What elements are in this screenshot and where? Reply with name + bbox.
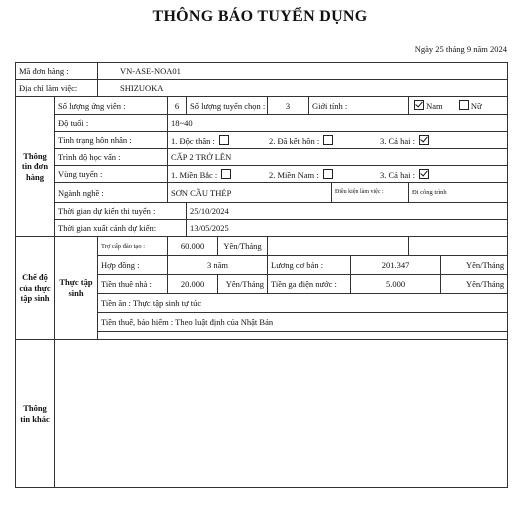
region-both-label: 3. Cả hai :: [380, 169, 415, 180]
region-north-checkbox[interactable]: [221, 169, 231, 179]
contract-value: 3 năm: [168, 256, 268, 275]
departure-date-value: 13/05/2025: [187, 220, 508, 237]
training-empty-2: [409, 237, 508, 256]
training-allowance-label: Trợ cấp đào tạo :: [98, 237, 168, 256]
region-row: [16, 166, 508, 183]
utilities-unit: Yên/Tháng: [441, 275, 508, 294]
section-benefits: Chế độ của thực tập sinh: [16, 237, 55, 340]
age-value: 18~40: [168, 115, 508, 132]
work-condition-value: Đi công trình: [409, 183, 508, 203]
quantity-row: [16, 97, 508, 115]
exam-date-value: 25/10/2024: [187, 203, 508, 220]
recruitment-form: [15, 62, 508, 488]
training-allowance-unit: Yên/Tháng: [218, 237, 268, 256]
education-value: CẤP 2 TRỞ LÊN: [168, 149, 508, 166]
order-code-value: VN-ASE-NOA01: [98, 63, 508, 80]
education-label: Trình độ học vấn :: [55, 149, 168, 166]
rent-value: 20.000: [168, 275, 218, 294]
marital-married-label: 2. Đã kết hôn :: [269, 135, 320, 146]
gender-female-label: Nữ: [470, 101, 482, 111]
meals-text: Tiền ăn : Thực tập sinh tự túc: [98, 294, 508, 313]
training-allowance-row: [16, 237, 508, 256]
job-row: [16, 183, 508, 203]
salary-label: Lương cơ bản :: [268, 256, 351, 275]
exam-date-row: [16, 203, 508, 220]
marital-married-checkbox[interactable]: [323, 135, 333, 145]
document-date: Ngày 25 tháng 9 năm 2024: [414, 44, 507, 54]
job-value: SƠN CẦU THÉP: [168, 183, 332, 203]
applicants-label: Số lượng ứng viên :: [55, 97, 168, 115]
marital-both-checkbox[interactable]: [419, 135, 429, 145]
region-label: Vùng tuyển :: [55, 166, 168, 183]
region-both-checkbox[interactable]: [419, 169, 429, 179]
work-address-row: [16, 80, 508, 97]
marital-row: [16, 132, 508, 149]
region-north-label: 1. Miền Bắc :: [171, 169, 218, 180]
gender-male-label: Nam: [426, 101, 443, 111]
region-south-label: 2. Miền Nam :: [269, 169, 319, 180]
work-address-label: Địa chỉ làm việc:: [16, 80, 98, 97]
work-address-value: SHIZUOKA: [98, 80, 508, 97]
utilities-label: Tiền ga điện nước :: [268, 275, 351, 294]
rent-unit: Yên/Tháng: [218, 275, 268, 294]
rent-label: Tiền thuê nhà :: [98, 275, 168, 294]
marital-both-label: 3. Cả hai :: [380, 135, 415, 146]
salary-value: 201.347: [351, 256, 441, 275]
applicants-value: 6: [168, 97, 187, 115]
region-options: [168, 166, 508, 183]
selected-label: Số lượng tuyển chọn :: [187, 97, 268, 115]
page-title: THÔNG BÁO TUYỂN DỤNG: [152, 8, 368, 25]
selected-value: 3: [268, 97, 309, 115]
age-row: [16, 115, 508, 132]
training-empty-1: [268, 237, 409, 256]
marital-options: [168, 132, 508, 149]
gender-female-checkbox[interactable]: [459, 100, 469, 110]
exam-date-label: Thời gian dự kiến thi tuyển :: [55, 203, 187, 220]
job-label: Ngành nghề :: [55, 183, 168, 203]
utilities-value: 5.000: [351, 275, 441, 294]
training-allowance-value: 60.000: [168, 237, 218, 256]
salary-unit: Yên/Tháng: [441, 256, 508, 275]
marital-label: Tình trạng hôn nhân :: [55, 132, 168, 149]
departure-date-row: [16, 220, 508, 237]
gender-options: [409, 97, 508, 115]
gender-male-checkbox[interactable]: [414, 100, 424, 110]
benefits-spacer: [98, 332, 508, 340]
region-south-checkbox[interactable]: [323, 169, 333, 179]
section-other-info: Thông tin khác: [16, 340, 55, 488]
marital-single-label: 1. Độc thân :: [171, 135, 215, 146]
section-order-info: Thông tin đơn hàng: [16, 97, 55, 237]
order-code-row: [16, 63, 508, 80]
tax-text: Tiền thuế, bảo hiểm : Theo luật định của Nhật Bản: [98, 313, 508, 332]
departure-date-label: Thời gian xuất cảnh dự kiến:: [55, 220, 187, 237]
other-info-row: [16, 340, 508, 488]
contract-label: Hợp đồng :: [98, 256, 168, 275]
other-info-content: [55, 340, 508, 488]
age-label: Độ tuổi :: [55, 115, 168, 132]
work-condition-label: Điều kiện làm việc :: [332, 183, 409, 203]
section-trainee: Thực tập sinh: [55, 237, 98, 340]
order-code-label: Mã đơn hàng :: [16, 63, 98, 80]
gender-label: Giới tính :: [309, 97, 409, 115]
education-row: [16, 149, 508, 166]
marital-single-checkbox[interactable]: [219, 135, 229, 145]
